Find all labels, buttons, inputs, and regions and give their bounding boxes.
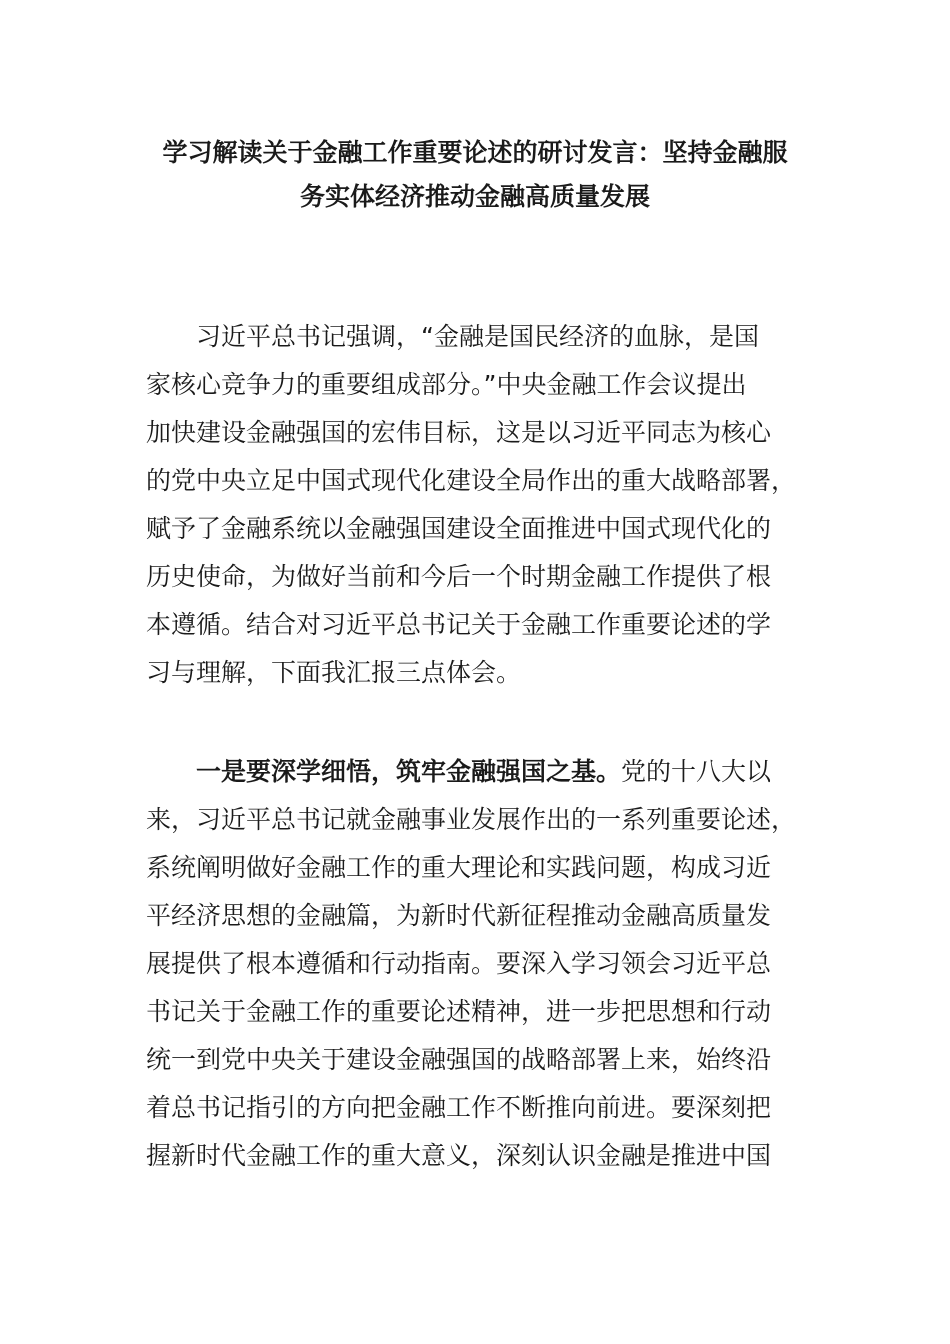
paragraph-2-line: 展提供了根本遵循和行动指南。要深入学习领会习近平总 xyxy=(146,949,772,978)
paragraph-1 xyxy=(146,313,806,697)
paragraph-1-line: 习与理解，下面我汇报三点体会。 xyxy=(146,658,522,687)
paragraph-2-line: 平经济思想的金融篇，为新时代新征程推动金融高质量发 xyxy=(146,901,772,930)
title-line-1: 学习解读关于金融工作重要论述的研讨发言：坚持金融服 xyxy=(162,138,788,167)
paragraph-1-line: 的党中央立足中国式现代化建设全局作出的重大战略部署， xyxy=(146,466,797,495)
paragraph-2-line: 着总书记指引的方向把金融工作不断推向前进。要深刻把 xyxy=(146,1093,772,1122)
title-line-2: 务实体经济推动金融高质量发展 xyxy=(299,182,650,211)
paragraph-2-heading: 一是要深学细悟，筑牢金融强国之基。 xyxy=(196,757,622,786)
document-title xyxy=(140,131,810,219)
paragraph-2-line: 握新时代金融工作的重大意义，深刻认识金融是推进中国 xyxy=(146,1141,772,1170)
paragraph-1-line: 历史使命，为做好当前和今后一个时期金融工作提供了根 xyxy=(146,562,772,591)
paragraph-2-line: 统一到党中央关于建设金融强国的战略部署上来，始终沿 xyxy=(146,1045,772,1074)
paragraph-2-line: 书记关于金融工作的重要论述精神，进一步把思想和行动 xyxy=(146,997,772,1026)
paragraph-2-first-line-text: 党的十八大以 xyxy=(621,757,772,786)
paragraph-1-line: 加快建设金融强国的宏伟目标，这是以习近平同志为核心 xyxy=(146,418,772,447)
paragraph-2 xyxy=(146,748,806,1180)
paragraph-2-first-line xyxy=(146,748,806,796)
paragraph-1-line: 习近平总书记强调，“金融是国民经济的血脉，是国 xyxy=(196,322,759,351)
paragraph-2-line: 系统阐明做好金融工作的重大理论和实践问题，构成习近 xyxy=(146,853,772,882)
paragraph-1-line: 赋予了金融系统以金融强国建设全面推进中国式现代化的 xyxy=(146,514,772,543)
paragraph-1-line: 家核心竞争力的重要组成部分。”中央金融工作会议提出 xyxy=(146,370,747,399)
paragraph-2-line: 来，习近平总书记就金融事业发展作出的一系列重要论述， xyxy=(146,805,797,834)
paragraph-1-line: 本遵循。结合对习近平总书记关于金融工作重要论述的学 xyxy=(146,610,772,639)
